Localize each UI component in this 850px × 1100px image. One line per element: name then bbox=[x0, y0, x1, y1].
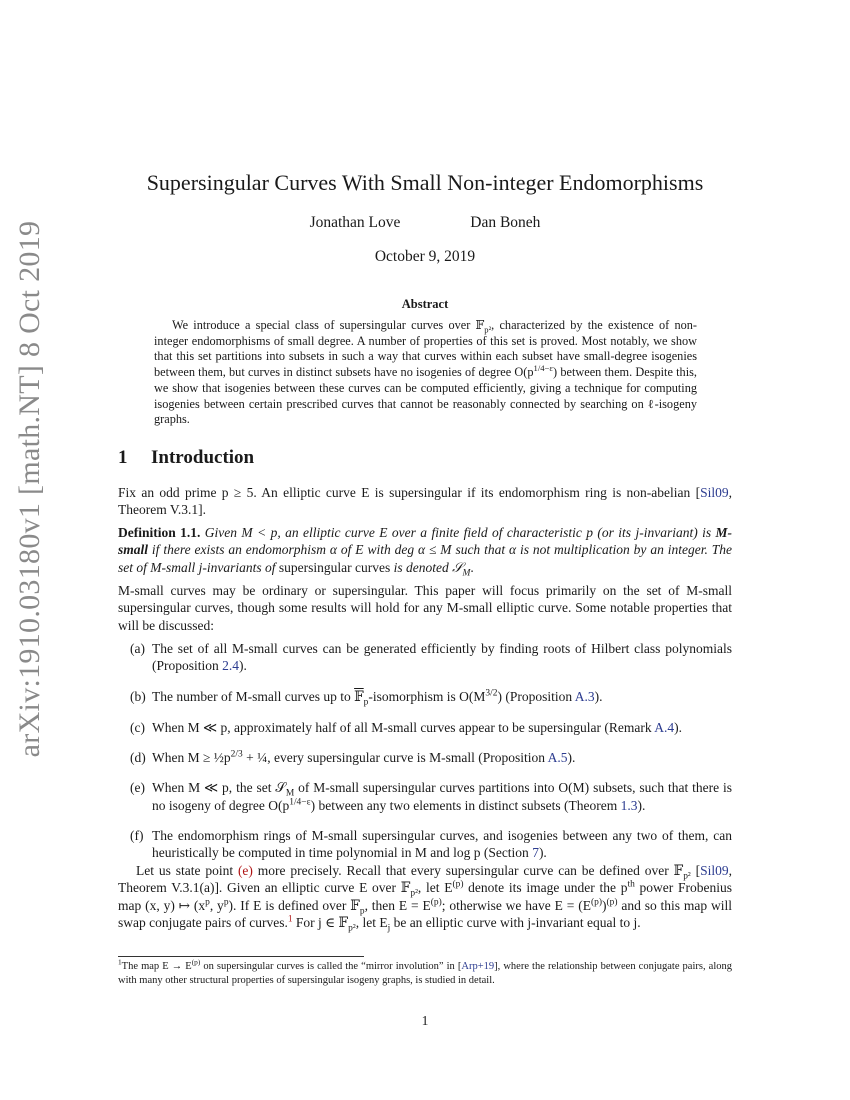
definition-label: Definition 1.1. bbox=[118, 525, 201, 540]
proposition-link[interactable]: A.3 bbox=[574, 688, 595, 704]
section-link[interactable]: 7 bbox=[532, 845, 539, 861]
arxiv-sidebar bbox=[8, 220, 52, 758]
defined-term: M-small bbox=[118, 525, 732, 558]
footnote-marker-link[interactable]: 1 bbox=[287, 914, 293, 925]
paper-title: Supersingular Curves With Small Non-integer Endomorphisms bbox=[146, 170, 704, 195]
citation-link[interactable]: Arp+19 bbox=[461, 961, 495, 972]
abstract-heading: Abstract bbox=[401, 297, 449, 311]
list-item: (d) When $M \ge \frac{1}{2}p^{2/3}$ + ¼, every supersingular curve is M-small (Proposition A.5). bbox=[130, 749, 576, 766]
item-e-link[interactable]: (e) bbox=[237, 863, 253, 878]
theorem-link[interactable]: 1.3 bbox=[620, 797, 638, 813]
author-name: Dan Boneh bbox=[470, 214, 541, 231]
footnote-number: 1 bbox=[118, 957, 122, 967]
list-item: (b) The number of M-small curves up to 𝔽$_p$-isomorphism is $O(M^{3/2})$ (Proposition A.3). bbox=[130, 688, 603, 708]
section-heading bbox=[118, 447, 254, 469]
statement-paragraph: Let us state point (e) more precisely. Recall that every supersingular curve can be defined over 𝔽$_{p^2}$ [Sil09, Theorem V.3.1(a)]. Given an elliptic curve E over 𝔽$_{p^2}$, let $E^{(p)}$ denote its image under the $p^{th}$ power Frobenius map (x, y) ↦ ($x^p$, $y^p$). If E is defined over 𝔽$_p$, then $E = E^{(p)}$; otherwise we have $E = (E^{(p)})^{(p)}$ and so this map will swap conjugate pairs of curves.$^1$ For j ∈ 𝔽$_{p^2}$, let $E_j$ be an elliptic curve with j-invariant equal to j. bbox=[118, 863, 733, 934]
properties-list bbox=[118, 640, 732, 875]
page-number: 1 bbox=[421, 1013, 429, 1028]
section-number: 1 bbox=[118, 447, 128, 468]
author-list bbox=[0, 214, 850, 232]
citation-link[interactable]: Sil09 bbox=[700, 485, 729, 500]
footnote-divider bbox=[118, 956, 364, 957]
intro-paragraph: Fix an odd prime p ≥ 5. An elliptic curve E is supersingular if its endomorphism ring is non-abelian [Sil09, Theorem V.3.1]. bbox=[118, 485, 732, 518]
remark-link[interactable]: A.4 bbox=[654, 719, 675, 735]
arxiv-identifier: arXiv:1910.03180v1 [math.NT] 8 Oct 2019 bbox=[13, 220, 46, 758]
citation-link[interactable]: Sil09 bbox=[700, 863, 729, 878]
list-item: (a) The set of all M-small curves can be generated efficiently by finding roots of Hilbert class polynomials (Proposition 2.4). bbox=[130, 641, 732, 674]
author-name: Jonathan Love bbox=[309, 214, 401, 231]
section-title: Introduction bbox=[151, 447, 255, 468]
list-item: (e) When M ≪ p, the set 𝒮$_M$ of M-small supersingular curves partitions into O(M) subsets, such that there is no isogeny of degree $O(p^{1/4-\varepsilon})$ between any two elements in distinct subsets (Theorem 1.3). bbox=[130, 780, 732, 813]
footnote: $^1$The map $E \to E^{(p)}$ on supersingular curves is called the “mirror involution” in [Arp+19], where the relationship between conjugate pairs, along with many other structural properties of supersingular isogeny graphs, is studied in detail. bbox=[118, 957, 732, 986]
proposition-link[interactable]: A.5 bbox=[547, 750, 568, 766]
proposition-link[interactable]: 2.4 bbox=[222, 658, 240, 674]
abstract-body: We introduce a special class of supersingular curves over 𝔽$_{p^2}$, characterized by the existence of non-integer endomorphisms of small degree. A number of properties of this set is proved. Most notably, we show that this set partitions into subsets in such a way that curves within each subset have small-degree isogenies between them, but curves in distinct subsets have no isogenies of degree $O(p^{1/4-\varepsilon})$ between them. Despite this, we show that isogenies between these curves can be computed efficiently, giving a technique for computing isogenies between certain prescribed curves that cannot be reasonably connected by searching on ℓ-isogeny graphs. bbox=[154, 318, 697, 427]
definition-block: Definition 1.1. Given M < p, an elliptic curve E over a finite field of characteristic p (or its j-invariant) is M-small if there exists an endomorphism α of E with deg α ≤ M such that α is not multiplication by an integer. The set of M-small j-invariants of supersingular curves is denoted 𝒮$_M$. bbox=[118, 525, 732, 579]
list-item: (c) When M ≪ p, approximately half of all M-small curves appear to be supersingular (Remark A.4). bbox=[130, 719, 682, 735]
properties-paragraph: M-small curves may be ordinary or supersingular. This paper will focus primarily on the set of M-small supersingular curves, though some results will hold for any M-small elliptic curve. Some notable properties that will be discussed: bbox=[118, 583, 732, 633]
paper-date: October 9, 2019 bbox=[374, 248, 476, 265]
list-item: (f) The endomorphism rings of M-small supersingular curves, and isogenies between any two of them, can heuristically be computed in time polynomial in M and log p (Section 7). bbox=[130, 828, 732, 861]
